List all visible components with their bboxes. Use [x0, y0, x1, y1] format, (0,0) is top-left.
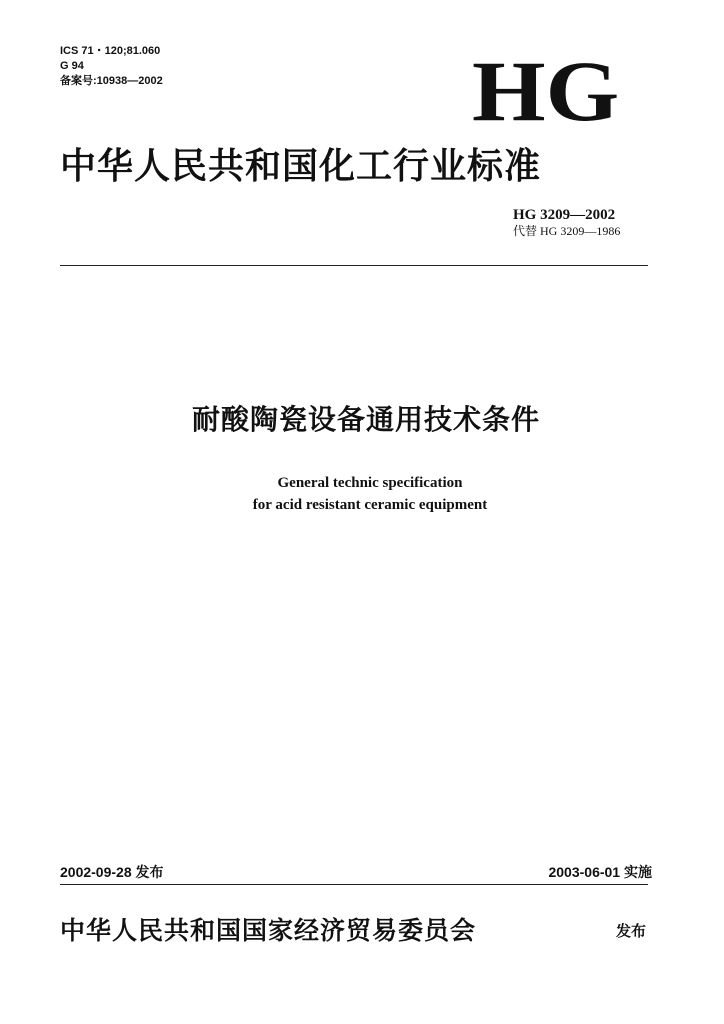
issuing-authority: 中华人民共和国国家经济贸易委员会	[60, 916, 477, 945]
issuing-authority-suffix: 发布	[616, 922, 647, 940]
record-number: 备案号:10938—2002	[60, 75, 163, 87]
standard-code-block	[513, 206, 620, 238]
english-title-line-2: for acid resistant ceramic equipment	[252, 497, 488, 513]
replaces-code: 代替 HG 3209—1986	[513, 224, 621, 238]
hg-logo: HG	[472, 43, 620, 139]
document-title-english	[0, 472, 724, 516]
header-divider	[60, 265, 648, 266]
ics-code: ICS 71・120;81.060	[60, 45, 161, 57]
footer-divider	[60, 884, 648, 885]
document-metadata	[60, 44, 163, 89]
issue-date: 2002-09-28 发布	[60, 864, 164, 880]
document-title-chinese: 耐酸陶瓷设备通用技术条件	[191, 403, 540, 436]
implementation-date: 2003-06-01 实施	[548, 864, 652, 880]
classification-code: G 94	[60, 60, 84, 72]
english-title-line-1: General technic specification	[277, 475, 463, 491]
standard-code: HG 3209—2002	[513, 207, 616, 223]
standard-type-heading: 中华人民共和国化工行业标准	[60, 145, 542, 187]
